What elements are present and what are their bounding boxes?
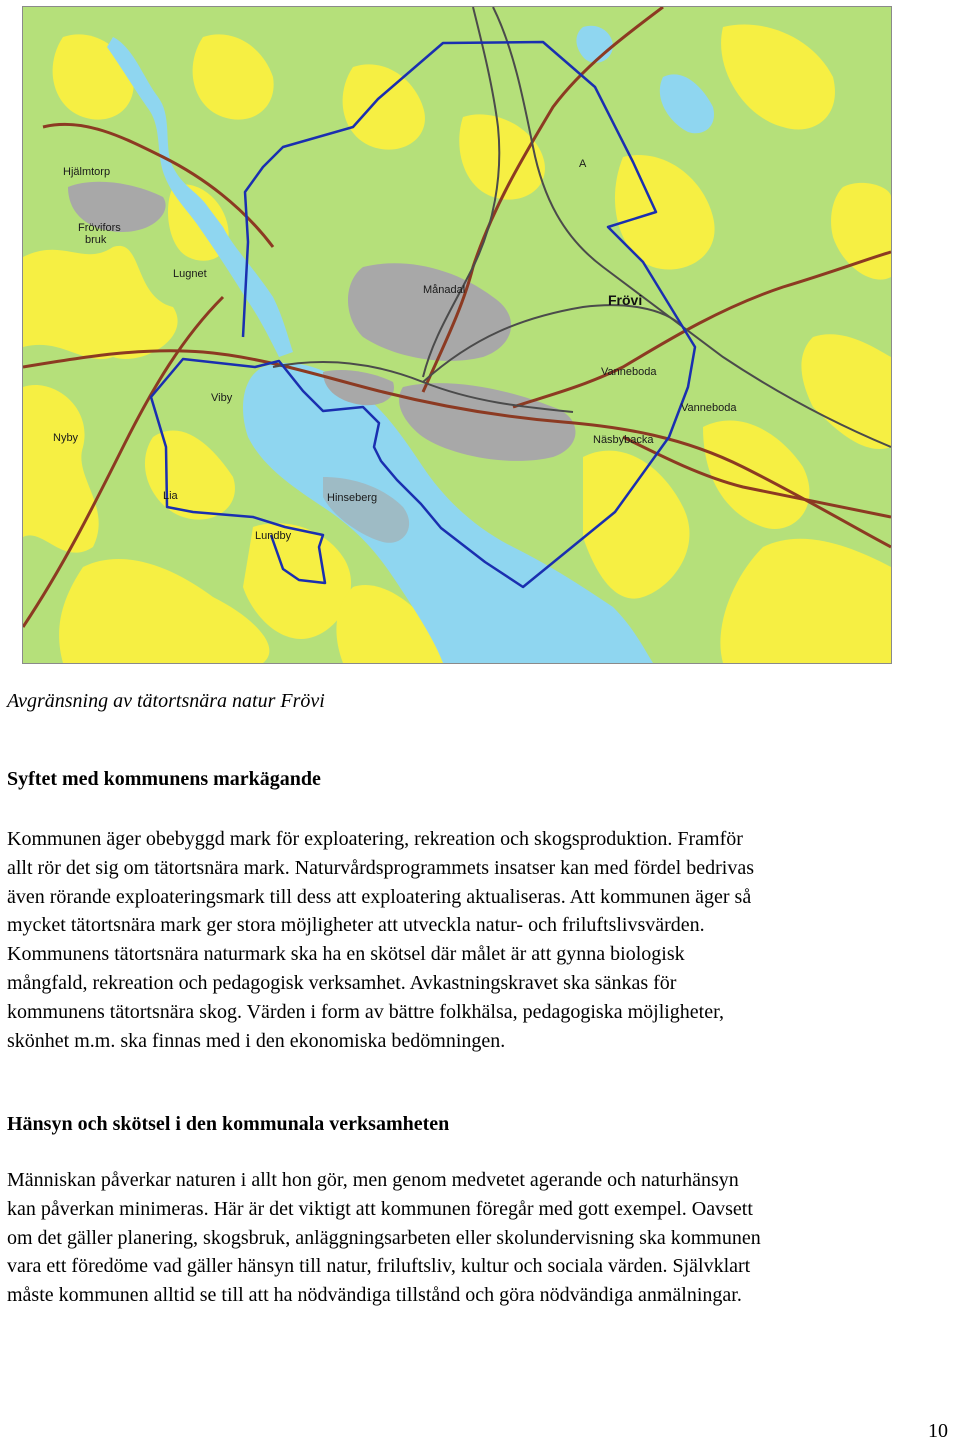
section1-line: mångfald, rekreation och pedagogisk verksamhet. Avkastningskravet ska sänkas för <box>7 971 677 994</box>
map-caption: Avgränsning av tätortsnära natur Frövi <box>7 690 325 712</box>
label-nyby: Nyby <box>53 432 79 444</box>
label-hinseberg: Hinseberg <box>327 492 378 504</box>
label-lia: Lia <box>163 490 178 502</box>
section2-line: måste kommunen alltid se till att ha nödvändiga tillstånd och göra nödvändiga anmälningar. <box>7 1284 742 1307</box>
section2-line: Människan påverkar naturen i allt hon gör, men genom medvetet agerande och naturhänsyn <box>7 1169 739 1191</box>
label-frovifors-2: bruk <box>85 234 107 246</box>
map-figure <box>22 6 892 664</box>
section1-line: skönhet m.m. ska finnas med i den ekonomiska bedömningen. <box>7 1029 506 1052</box>
section1-line: allt rör det sig om tätortsnära mark. Naturvårdsprogrammets insatser kan med fördel bedrivas <box>7 856 754 879</box>
section1-line: mycket tätortsnära mark ger stora möjligheter att utveckla natur- och friluftslivsvärden. <box>7 914 705 937</box>
label-frovi: Frövi <box>608 292 643 308</box>
section2-line: kan påverkan minimeras. Här är det viktigt att kommunen föregår med gott exempel. Oavsett <box>7 1197 753 1220</box>
section1-line: Kommunens tätortsnära naturmark ska ha en skötsel där målet är att gynna biologisk <box>7 943 685 966</box>
section1-line: även rörande exploateringsmark till dess att exploatering aktualiseras. Att kommunen äger så <box>7 885 752 908</box>
section1-paragraph <box>7 825 947 1055</box>
section2-line: om det gäller planering, skogsbruk, anläggningsarbeten eller skolundervisning ska kommunen <box>7 1226 761 1249</box>
label-nasbybacka: Näsbybacka <box>593 434 654 446</box>
label-lundby: Lundby <box>255 530 292 542</box>
section1-heading: Syftet med kommunens markägande <box>7 768 321 790</box>
page-number: 10 <box>928 1420 948 1442</box>
section2-paragraph <box>7 1166 947 1310</box>
map-canvas <box>23 7 891 663</box>
label-a-marker: A <box>579 158 587 170</box>
section2-heading: Hänsyn och skötsel i den kommunala verksamheten <box>7 1113 450 1135</box>
label-viby: Viby <box>211 392 233 404</box>
label-frovifors-1: Frövifors <box>78 222 121 234</box>
label-vanneboda-2: Vanneboda <box>681 402 737 414</box>
label-vanneboda-1: Vanneboda <box>601 366 657 378</box>
section2-line: vara ett föredöme vad gäller hänsyn till natur, friluftsliv, kultur och sociala värden. Självklart <box>7 1255 751 1278</box>
section1-line: Kommunen äger obebyggd mark för exploatering, rekreation och skogsproduktion. Framför <box>7 828 743 850</box>
label-manadal: Månadal <box>423 284 466 296</box>
section1-line: kommunens tätortsnära skog. Värden i form av bättre folkhälsa, pedagogiska möjligheter, <box>7 1000 724 1023</box>
label-lugnet: Lugnet <box>173 268 207 280</box>
label-hjalmtorp: Hjälmtorp <box>63 166 111 178</box>
